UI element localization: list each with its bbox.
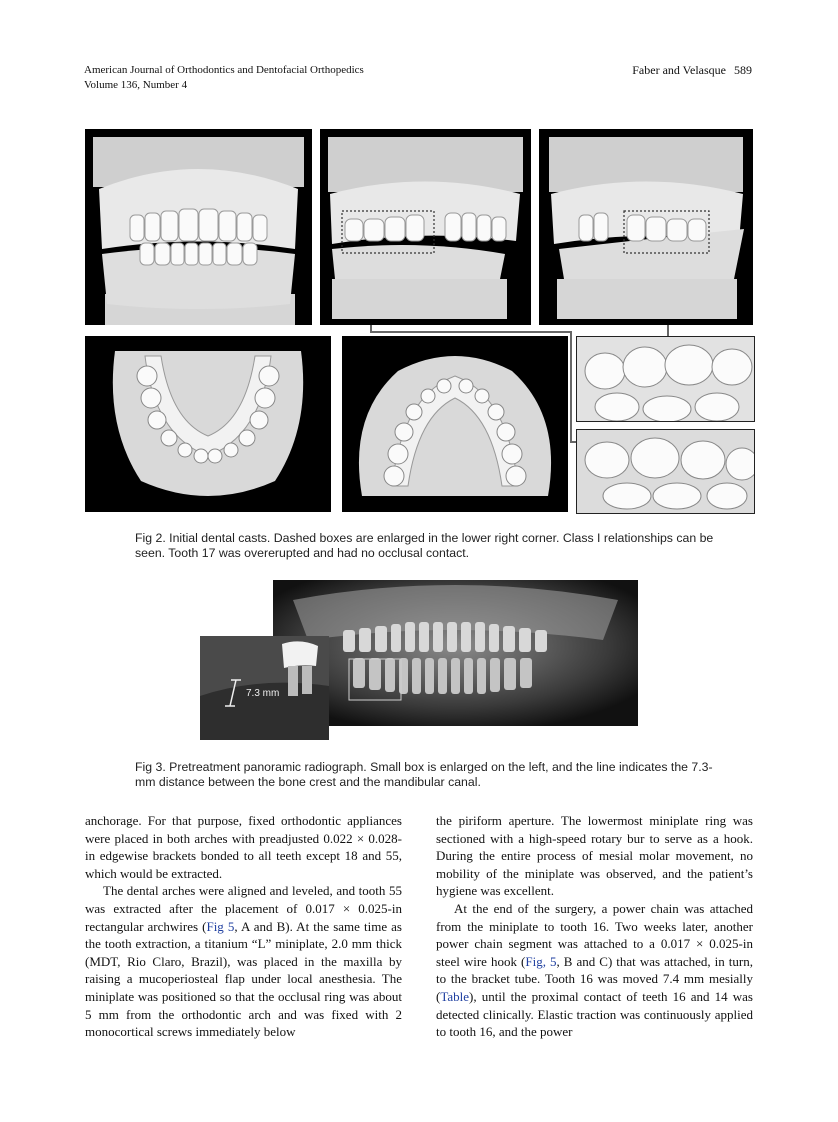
body-paragraph: anchorage. For that purpose, fixed orthodontic appliances were placed in both arches with preadjusted 0.022 × 0.028-in edgewise brackets bonded to all teeth except 18 and 55, which would be extracted.: [85, 813, 402, 881]
body-paragraph: the piriform aperture. The lowermost miniplate ring was sectioned with a high-speed rotary bur to serve as a hook. During the entire process of mesial molar movement, no mobility of the miniplate was observed, and the patient’s hygiene was excellent.: [436, 813, 753, 899]
fig2-connector-line: [570, 331, 572, 443]
body-paragraph: The dental arches were aligned and leveled, and tooth 55 was extracted after the placement of 0.017 × 0.025-in rectangular archwires (Fig 5, A and B). At the same time as the tooth extraction, a titanium “L” miniplate, 2.0 mm thick (MDT, Rio Claro, Brazil), was placed in the maxilla by raising a mucoperiosteal flap under local anesthesia. The miniplate was positioned so that the occlusal ring was about 5 mm from the orthodontic arch and was fixed with 2 monocortical screws immediately below: [85, 883, 402, 1040]
fig2-upper-occlusal-photo: [342, 336, 568, 512]
body-paragraph: At the end of the surgery, a power chain was attached from the miniplate to tooth 16. Two weeks later, another power chain segment was attached to a 0.017 × 0.025-in steel wire hook (Fig, 5, B and C) that was attached, in turn, to the bracket tube. Tooth 16 was moved 7.4 mm mesially (Table), until the proximal contact of teeth 16 and 14 was detected clinically. Elastic traction was continuously applied to tooth 16, and the power: [436, 900, 753, 1040]
fig2-frontal-cast-photo: [85, 129, 312, 325]
fig3-enlarged-inset: [200, 636, 329, 740]
fig2-left-lateral-cast-photo: [539, 129, 753, 325]
fig3-measurement-label: 7.3 mm: [246, 688, 280, 699]
running-header-left: [84, 63, 364, 93]
body-left-column: [85, 812, 402, 1041]
fig2-lower-occlusal-photo: [85, 336, 331, 512]
table-link[interactable]: Table: [440, 988, 470, 1004]
body-right-column: [436, 812, 753, 1041]
page-number: 589: [734, 63, 752, 77]
fig2-caption: Fig 2. Initial dental casts. Dashed boxes are enlarged in the lower right corner. Class I relationships can be seen. Tooth 17 was overerupted and had no occlusal contact.: [135, 531, 714, 560]
fig5-link[interactable]: Fig 5: [206, 918, 235, 934]
fig2-connector-line: [370, 331, 572, 333]
fig3-caption: Fig 3. Pretreatment panoramic radiograph. Small box is enlarged on the left, and the line indicates the 7.3-mm distance between the bone crest and the mandibular canal.: [135, 760, 713, 789]
fig2-right-lateral-cast-photo: [320, 129, 531, 325]
fig2-enlarged-detail-right: [576, 336, 755, 422]
journal-volume: Volume 136, Number 4: [84, 79, 188, 91]
fig2-connector-line: [667, 325, 669, 336]
journal-title: American Journal of Orthodontics and Dentofacial Orthopedics: [84, 64, 364, 76]
running-header-right: [632, 63, 752, 78]
fig5-link[interactable]: Fig, 5: [525, 953, 557, 969]
fig2-connector-line: [570, 441, 576, 443]
fig2-enlarged-detail-left: [576, 429, 755, 514]
authors: Faber and Velasque: [632, 63, 726, 77]
